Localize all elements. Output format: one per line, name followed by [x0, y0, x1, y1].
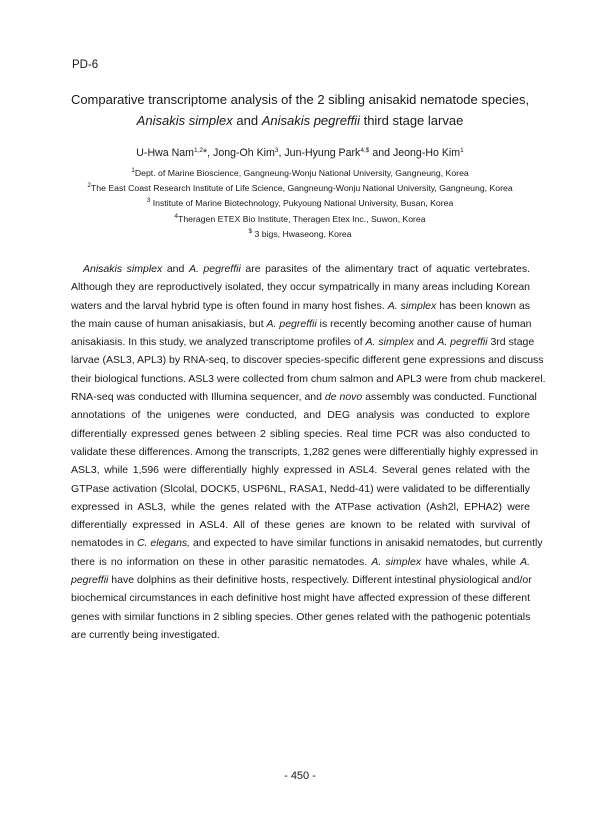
abstract-line [71, 589, 530, 607]
abstract-line [71, 370, 546, 388]
abstract-line [71, 498, 530, 516]
abstract-line [71, 516, 530, 534]
abstract-italic-term: A. pegreffii [188, 263, 241, 275]
author-affiliation-mark: 1 [460, 147, 464, 154]
abstract-line [71, 388, 537, 406]
abstract-line [71, 278, 530, 296]
abstract-text: 3rd stage [487, 336, 535, 349]
affiliation-text: The East Coast Research Institute of Life Science, Gangneung-Wonju National University, Gangneung, Korea [90, 183, 513, 194]
abstract-text: biochemical circumstances in each definitive host might have affected expression of these different [71, 592, 530, 605]
abstract-text: the main cause of human anisakiasis, but [71, 317, 267, 330]
abstract-text: and [413, 336, 438, 349]
abstract-line [71, 406, 530, 424]
abstract-text: waters and the larval hybrid type is often found in many host fishes. [71, 299, 388, 312]
author-name: Jun-Hyung Park [284, 147, 361, 159]
abstract-text: validate these differences. Among the transcripts, 1,282 genes were differentially highly expressed in [71, 445, 539, 458]
abstract-text: nematodes in [71, 537, 137, 550]
abstract-line [71, 260, 530, 278]
abstract-line [71, 297, 530, 315]
abstract-text: anisakiasis. In this study, we analyzed transcriptome profiles of [71, 336, 366, 349]
affiliation-mark: 2 [87, 182, 91, 190]
abstract-text: there is no information on these in other parasitic nematodes. [71, 555, 372, 568]
abstract-text: differentially expressed in ASL4. All of these genes are known to be related with survival of [71, 519, 530, 532]
abstract-line [71, 553, 530, 571]
abstract-text: have whales, while [421, 555, 521, 568]
author-separator: and [369, 147, 393, 159]
corresponding-mark: * [203, 147, 208, 159]
abstract-text: differentially expressed genes between 2 sibling species. Real time PCR was also conducted to [71, 427, 530, 440]
affiliation-mark: 3 [146, 197, 151, 205]
author-affiliation-mark: 3 [274, 147, 279, 154]
author-separator: , [278, 147, 285, 159]
paper-title-line2 [40, 110, 560, 131]
abstract-line [71, 351, 544, 369]
paper-title-line1: Comparative transcriptome analysis of the 2 sibling anisakid nematode species, [70, 92, 530, 107]
page-number: - 450 - [284, 770, 316, 782]
title-species-2: Anisakis pegreffii [261, 113, 360, 128]
affiliation-text: Institute of Marine Biotechnology, Pukyoung National University, Busan, Korea [150, 198, 454, 209]
title-and: and [232, 113, 262, 128]
abstract-text: and [162, 263, 189, 275]
affiliation-text: 3 bigs, Hwaseong, Korea [252, 228, 352, 239]
affiliation-line [40, 166, 560, 181]
author-separator: , [207, 147, 214, 159]
abstract-text: GTPase activation (Slcolal, DOCK5, USP6NL, RASA1, Nedd-41) were validated to be differentially [71, 482, 530, 495]
author-name: Jeong-Ho Kim [392, 147, 461, 159]
abstract-text: has been known as [436, 299, 530, 312]
abstract-italic-term: A. pegreffii [266, 317, 317, 330]
abstract-text: have dolphins as their definitive hosts, respectively. Different intestinal physiological and/or [108, 574, 532, 587]
abstract-italic-term: Anisakis simplex [83, 263, 163, 275]
abstract-italic-term: de novo [324, 391, 363, 404]
abstract-line [71, 333, 535, 351]
affiliation-line [40, 227, 560, 242]
abstract-text: assembly was conducted. Functional [362, 391, 537, 404]
author-affiliation-mark: 4,$ [360, 147, 370, 154]
abstract-text: larvae (ASL3, APL3) by RNA-seq, to discover species-specific different gene expressions and discuss [71, 354, 544, 367]
author-affiliation-mark: 1,2 [193, 147, 204, 154]
abstract-italic-term: pegreffii [71, 574, 109, 587]
affiliation-mark: 4 [174, 212, 179, 220]
abstract-text: RNA-seq was conducted with Illumina sequencer, and [71, 391, 325, 404]
abstract-line [71, 608, 530, 626]
abstract-text: expressed in ASL3, while the genes related with the ATPase activation (Ash2l, EPHA2) were [71, 500, 530, 513]
abstract-italic-term: A. simplex [365, 336, 414, 349]
abstract-text: genes with similar functions in 2 sibling species. Other genes related with the pathogenic potentials [71, 610, 531, 623]
author-list [40, 147, 560, 159]
affiliation-text: Dept. of Marine Bioscience, Gangneung-Wonju National University, Gangneung, Korea [134, 168, 469, 178]
affiliation-list [40, 166, 560, 242]
affiliation-text: Theragen ETEX Bio Institute, Theragen Etex Inc., Suwon, Korea [178, 213, 426, 224]
abstract-text: and expected to have similar functions in anisakid nematodes, but currently [190, 537, 543, 550]
abstract-line [71, 571, 530, 589]
author-name: Jong-Oh Kim [213, 147, 275, 159]
abstract-italic-term: A. pegreffii [437, 336, 488, 349]
abstract-text: are parasites of the alimentary tract of aquatic vertebrates. [240, 263, 530, 275]
abstract-text: ASL3, while 1,596 were differentially highly expressed in ASL4. Several genes related with the [71, 464, 530, 477]
abstract-text: Although they are reproductively isolated, they occur sympatrically in many areas including Korean [71, 281, 530, 294]
abstract-italic-term: A. [520, 555, 531, 568]
session-code: PD-6 [72, 59, 99, 71]
abstract-text: is recently becoming another cause of human [316, 317, 532, 330]
abstract-line [71, 425, 530, 443]
affiliation-mark: $ [248, 227, 253, 235]
abstract-line [71, 480, 530, 498]
affiliation-line [40, 212, 560, 227]
author-name: U-Hwa Nam [136, 147, 194, 159]
abstract-text: their biological functions. ASL3 were collected from chum salmon and APL3 were from chub mackerel. [71, 372, 546, 385]
abstract-body [71, 260, 546, 644]
abstract-line [71, 626, 530, 644]
affiliation-mark: 1 [131, 167, 135, 174]
abstract-italic-term: C. elegans, [136, 537, 191, 550]
title-suffix: third stage larvae [359, 113, 464, 128]
abstract-line [71, 443, 539, 461]
abstract-italic-term: A. simplex [371, 555, 422, 568]
title-species-1: Anisakis simplex [136, 113, 233, 128]
abstract-text: are currently being investigated. [71, 628, 220, 641]
abstract-line [71, 315, 530, 333]
affiliation-line [40, 196, 560, 211]
abstract-italic-term: A. simplex [387, 299, 437, 312]
abstract-text: annotations of the unigenes were conducted, and DEG analysis was conducted to explore [71, 409, 530, 422]
abstract-line [71, 534, 543, 552]
abstract-line [71, 461, 530, 479]
affiliation-line [40, 181, 560, 196]
